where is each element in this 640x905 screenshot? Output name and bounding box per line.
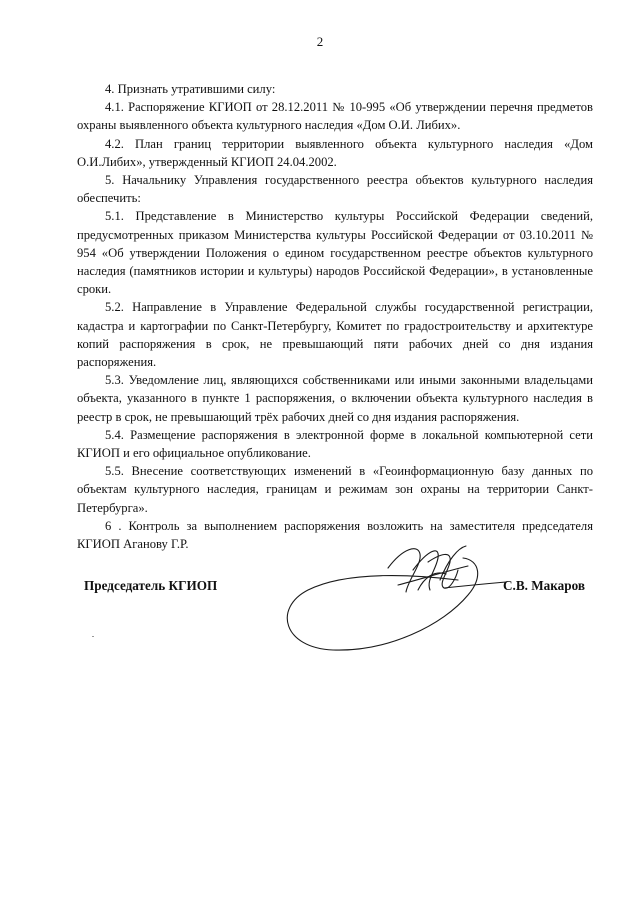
scan-speck xyxy=(92,636,94,637)
paragraph-5-3: 5.3. Уведомление лиц, являющихся собственниками или иными законными владельцами объекта, указанного в пункте 1 распоряжения, о включении объекта культурного наследия в реестр в срок, не превышающий трёх рабочих дней со дня издания распоряжения. xyxy=(77,373,593,424)
signatory-name: С.В. Макаров xyxy=(503,578,585,593)
paragraph-4-1: 4.1. Распоряжение КГИОП от 28.12.2011 № 10-995 «Об утверждении перечня предметов охраны выявленного объекта культурного наследия «Дом О.И. Либих». xyxy=(77,100,593,133)
paragraph-5-5: 5.5. Внесение соответствующих изменений в «Геоинформационную базу данных по объектам культурного наследия, границам и режимам зон охраны на территории Санкт-Петербурга». xyxy=(77,464,593,515)
paragraph-5: 5. Начальнику Управления государственного реестра объектов культурного наследия обеспечить: xyxy=(77,173,593,206)
paragraph-5-1: 5.1. Представление в Министерство культуры Российской Федерации сведений, предусмотренных приказом Министерства культуры Российской Федерации от 03.10.2011 № 954 «Об утверждении Положения о едином государственном реестре объектов культурного наследия (памятников истории и культуры) народов Российской Федерации», в установленные сроки. xyxy=(77,209,593,297)
page-number: 2 xyxy=(316,34,324,49)
signatory-title: Председатель КГИОП xyxy=(84,578,218,593)
handwritten-signature xyxy=(268,540,513,660)
paragraph-4: 4. Признать утратившими силу: xyxy=(105,82,276,96)
paragraph-5-2: 5.2. Направление в Управление Федеральной службы государственной регистрации, кадастра и картографии по Санкт-Петербургу, Комитет по градостроительству и архитектуре копий распоряжения в срок, не превышающий пяти рабочих дней со дня издания распоряжения. xyxy=(77,300,593,370)
document-body xyxy=(77,80,593,553)
paragraph-5-4: 5.4. Размещение распоряжения в электронной форме в локальной компьютерной сети КГИОП и его официальное опубликование. xyxy=(77,427,593,461)
paragraph-4-2: 4.2. План границ территории выявленного объекта культурного наследия «Дом О.И.Либих», утвержденный КГИОП 24.04.2002. xyxy=(77,136,593,169)
paragraph-6: 6 . Контроль за выполнением распоряжения возложить на заместителя председателя КГИОП Аганову Г.Р. xyxy=(77,518,593,552)
